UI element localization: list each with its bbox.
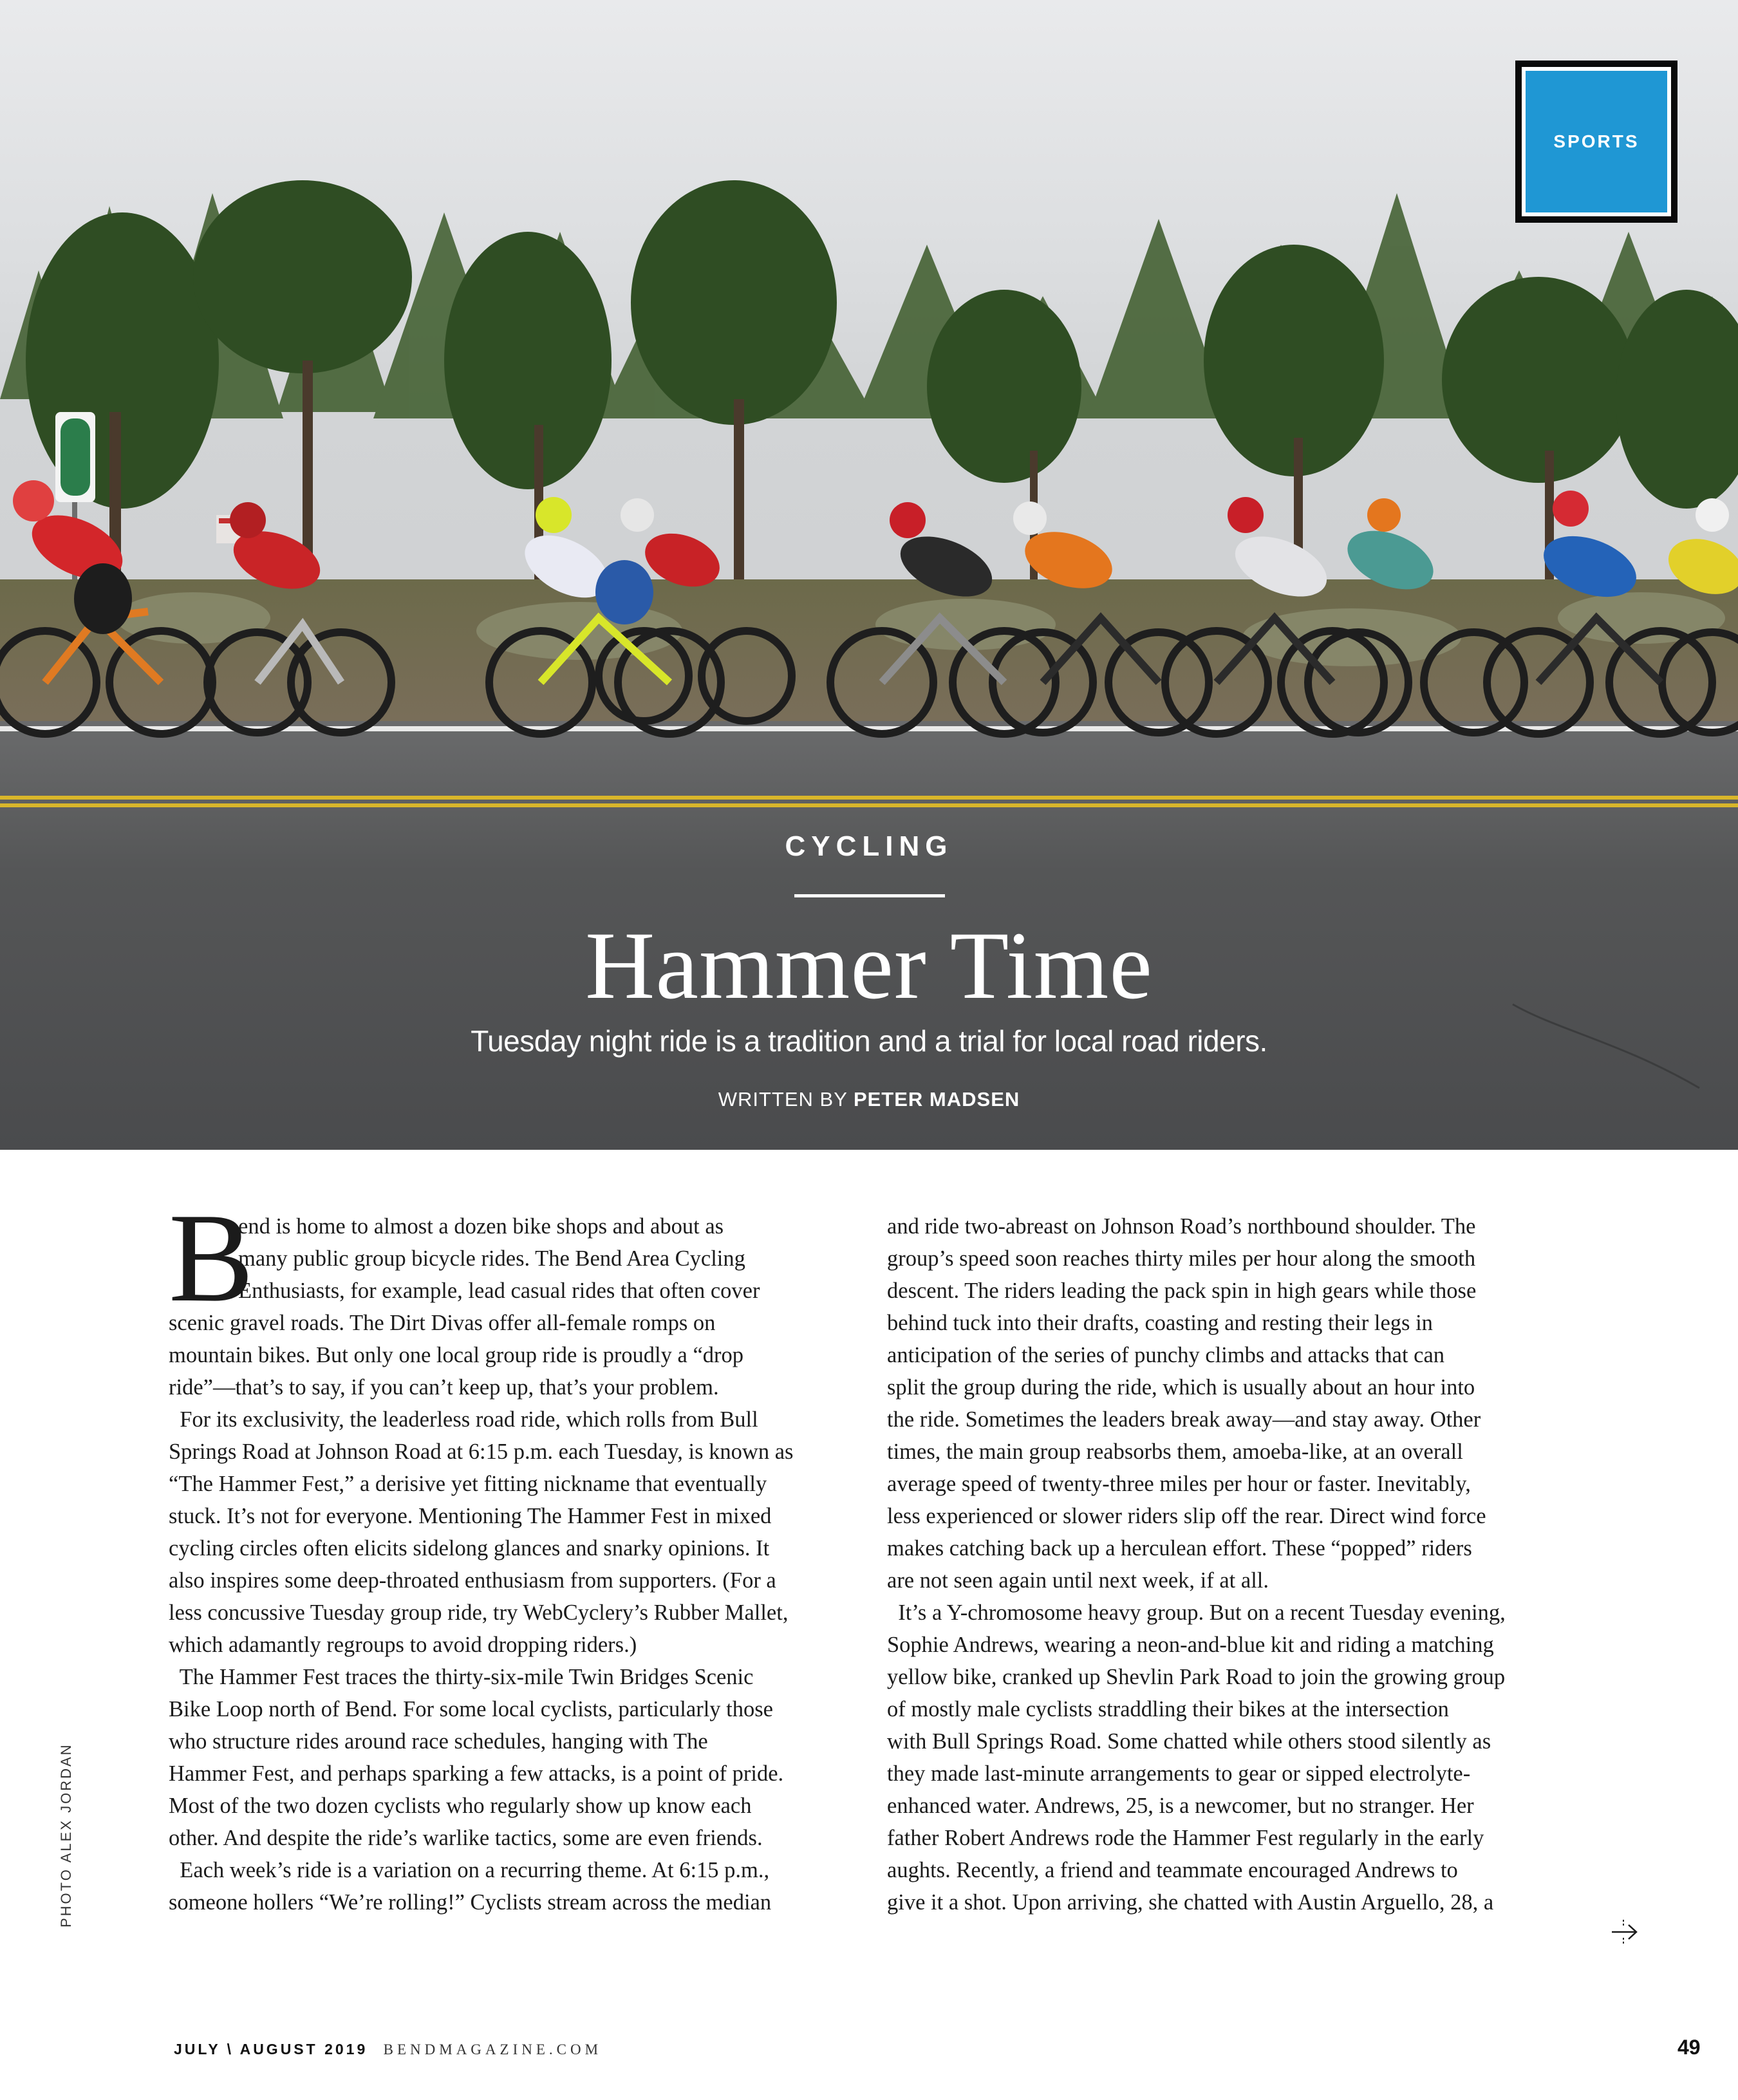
continue-arrow-icon — [1609, 1917, 1640, 1947]
body-text-line: makes catching back up a herculean effort. These “popped” riders — [887, 1536, 1472, 1561]
body-text-line: Springs Road at Johnson Road at 6:15 p.m. each Tuesday, is known as — [169, 1439, 794, 1464]
body-text-line: average speed of twenty-three miles per hour or faster. Inevitably, — [887, 1472, 1471, 1496]
body-text-line: mountain bikes. But only one local group ride is proudly a “drop — [169, 1343, 744, 1367]
body-text-line: Bike Loop north of Bend. For some local cyclists, particularly those — [169, 1697, 773, 1721]
body-text-line: anticipation of the series of punchy climbs and attacks that can — [887, 1343, 1445, 1367]
body-text-line: are not seen again until next week, if at all. — [887, 1568, 1269, 1593]
body-text-line: enhanced water. Andrews, 25, is a newcomer, but no stranger. Her — [887, 1794, 1474, 1818]
body-text-line: many public group bicycle rides. The Bend Area Cycling — [238, 1246, 745, 1271]
body-text-line: stuck. It’s not for everyone. Mentioning The Hammer Fest in mixed — [169, 1504, 772, 1528]
footer-issue: JULY \ AUGUST 2019 — [174, 2041, 368, 2058]
body-text-line: also inspires some deep-throated enthusiasm from supporters. (For a — [169, 1568, 776, 1593]
body-text-line: aughts. Recently, a friend and teammate encouraged Andrews to — [887, 1858, 1458, 1882]
article-deck: Tuesday night ride is a tradition and a trial for local road riders. — [471, 1024, 1267, 1058]
body-text-line: the ride. Sometimes the leaders break away—and stay away. Other — [887, 1407, 1481, 1432]
body-text-line: and ride two-abreast on Johnson Road’s northbound shoulder. The — [887, 1214, 1476, 1239]
body-text-line: times, the main group reabsorbs them, amoeba-like, at an overall — [887, 1439, 1463, 1464]
body-text-line: For its exclusivity, the leaderless road ride, which rolls from Bull — [169, 1407, 758, 1432]
body-text-line: Each week’s ride is a variation on a recurring theme. At 6:15 p.m., — [169, 1858, 770, 1882]
byline-author: PETER MADSEN — [853, 1088, 1020, 1111]
article-kicker: CYCLING — [785, 830, 953, 862]
body-text-line: they made last-minute arrangements to gear or sipped electrolyte- — [887, 1761, 1471, 1786]
page-number: 49 — [1677, 2036, 1701, 2059]
section-badge-label: SPORTS — [1553, 131, 1640, 151]
byline-prefix: WRITTEN BY — [718, 1088, 848, 1111]
body-text-line: who structure rides around race schedules, hanging with The — [169, 1729, 708, 1754]
body-text-line: descent. The riders leading the pack spin in high gears while those — [887, 1279, 1477, 1303]
body-text-line: behind tuck into their drafts, coasting and resting their legs in — [887, 1311, 1433, 1335]
section-badge — [1515, 61, 1677, 223]
body-text-line: “The Hammer Fest,” a derisive yet fitting nickname that eventually — [169, 1472, 767, 1496]
body-text-line: with Bull Springs Road. Some chatted while others stood silently as — [887, 1729, 1491, 1754]
body-text-line: Hammer Fest, and perhaps sparking a few attacks, is a point of pride. — [169, 1761, 784, 1786]
article-column-right — [887, 1210, 1568, 1918]
body-text-line: other. And despite the ride’s warlike tactics, some are even friends. — [169, 1826, 763, 1850]
body-text-line: end is home to almost a dozen bike shops and about as — [238, 1214, 724, 1239]
photo-credit: PHOTO ALEX JORDAN — [58, 1743, 74, 1927]
body-text-line: give it a shot. Upon arriving, she chatted with Austin Arguello, 28, a — [887, 1890, 1494, 1915]
body-text-line: less experienced or slower riders slip off the rear. Direct wind force — [887, 1504, 1486, 1528]
article-headline: Hammer Time — [585, 912, 1153, 1019]
body-text-line: The Hammer Fest traces the thirty-six-mile Twin Bridges Scenic — [169, 1665, 754, 1689]
body-text-line: Most of the two dozen cyclists who regularly show up know each — [169, 1794, 752, 1818]
body-text-line: It’s a Y-chromosome heavy group. But on a recent Tuesday evening, — [887, 1600, 1506, 1625]
body-text-line: father Robert Andrews rode the Hammer Fest regularly in the early — [887, 1826, 1484, 1850]
article-column-left — [169, 1210, 850, 1918]
byline — [0, 1088, 1738, 1111]
body-text-line: scenic gravel roads. The Dirt Divas offer all-female romps on — [169, 1311, 716, 1335]
body-text-line: Enthusiasts, for example, lead casual rides that often cover — [238, 1279, 760, 1303]
body-text-line: someone hollers “We’re rolling!” Cyclists stream across the median — [169, 1890, 772, 1915]
body-text-line: yellow bike, cranked up Shevlin Park Road to join the growing group — [887, 1665, 1506, 1689]
body-text-line: less concussive Tuesday group ride, try WebCyclery’s Rubber Mallet, — [169, 1600, 789, 1625]
body-text-line: split the group during the ride, which is usually about an hour into — [887, 1375, 1475, 1400]
footer-issue-line — [174, 2041, 602, 2058]
body-text-line: of mostly male cyclists straddling their bikes at the intersection — [887, 1697, 1449, 1721]
body-text-line: ride”—that’s to say, if you can’t keep up, that’s your problem. — [169, 1375, 719, 1400]
body-text-line: cycling circles often elicits sidelong glances and snarky opinions. It — [169, 1536, 770, 1561]
body-text-line: which adamantly regroups to avoid dropping riders.) — [169, 1633, 637, 1657]
body-text-line: group’s speed soon reaches thirty miles per hour along the smooth — [887, 1246, 1476, 1271]
body-text-line: Sophie Andrews, wearing a neon-and-blue kit and riding a matching — [887, 1633, 1494, 1657]
footer-site: BENDMAGAZINE.COM — [383, 2041, 603, 2058]
drop-cap: B — [169, 1187, 254, 1328]
kicker-divider — [794, 894, 945, 897]
